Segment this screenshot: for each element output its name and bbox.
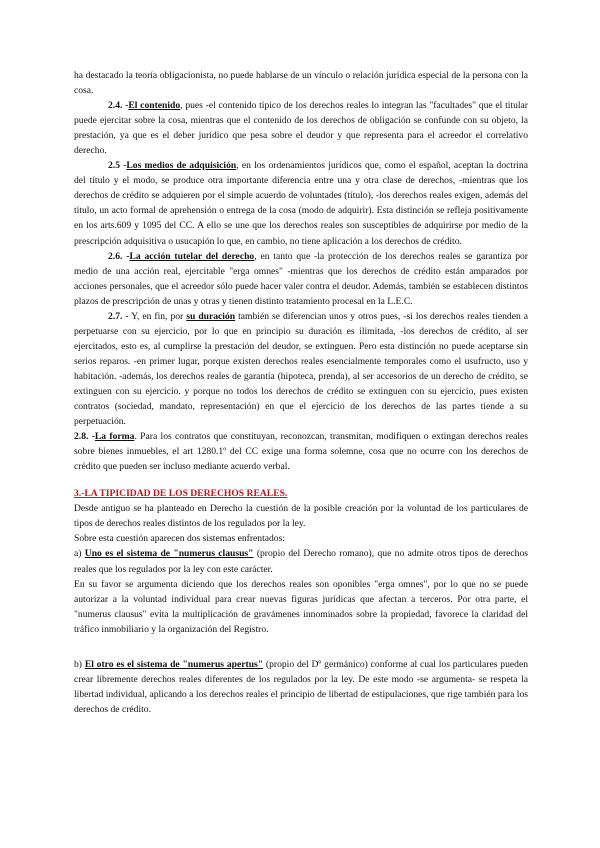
system-b-title: El otro es el sistema de "numerus apertus" xyxy=(84,658,264,670)
paragraph-2-5-number: 2.5 - xyxy=(108,160,127,172)
section-3-heading-line xyxy=(74,486,528,501)
paragraph-2-7-pre: Y, en fin, por xyxy=(128,310,187,322)
paragraph-2-4-title: El contenido xyxy=(128,100,181,112)
paragraph-2-7-text: también se diferencian unos y otros pues, -si los derechos reales tienden a perpetuarse con su ejercicio, por lo que en principio su duración es ilimitada, -los derechos de crédito, al ser ejercitados, esto es, al cumplirse la prestación del deudor, se extinguen. Pero esta distinción no puede aceptarse sin serios reparos. -en primer lugar, porque existen derechos reales esencialmente temporales como el usufructo, uso y habitación. -además, los derechos reales de garantía (hipoteca, prenda), al ser accesorios de un derecho de crédito, se extinguen con su ejercicio. y porque no todos los derechos de crédito se extinguen con su ejercicio, pues existen contratos (sociedad, mandato, representación) en que el ejercicio de los derechos de las partes tiende a su perpetuación. xyxy=(74,310,529,428)
paragraph-2-5 xyxy=(74,158,528,248)
paragraph-2-5-title: Los medios de adquisición xyxy=(126,160,237,172)
paragraph-2-6-text: , en tanto que -la protección de los derechos reales se garantiza por medio de una acción real, ejercitable "erga omnes" -mientras que los derechos de crédito están amparados por acciones personales, que el acreedor sólo puede hacer valer contra el deudor. Además, también se establecen distintos plazos de prescripción de unas y otras y tienen distinto tratamiento procesal en la L.E.C. xyxy=(74,250,529,307)
paragraph-2-4-text: , pues -el contenido típico de los derechos reales lo integran las "facultades" que el titular puede ejercitar sobre la cosa, mientras que el contenido de los derechos de obligación se confunde con su objeto, la prestación, ya que es el deber jurídico que pesa sobre el deudor y que representa para el acreedor el correlativo derecho. xyxy=(74,100,529,157)
system-a-text: (propio del Derecho romano), que no admite otros tipos de derechos reales que los regulados por la ley con este carácter. xyxy=(74,548,529,575)
section-3-heading: 3.-LA TIPICIDAD DE LOS DERECHOS REALES. xyxy=(74,488,288,500)
section-3-intro-2: Sobre esta cuestión aparecen dos sistemas enfrentados: xyxy=(74,533,285,545)
paragraph-2-7 xyxy=(74,309,528,429)
system-b-paragraph xyxy=(74,657,528,717)
paragraph-2-7-title: su duración xyxy=(186,310,236,322)
paragraph-2-5-text: , en los ordenamientos jurídicos que, como el español, aceptan la doctrina del título y el modo, se produce otra importante diferencia entre una y otra clase de derechos, -mientras que los derechos de crédito se adquieren por el simple acuerdo de voluntades (título), -los derechos reales exigen, además del título, un acto formal de aprehensión o entrega de la cosa (modo de adquirir). Esta distinción se refleja positivamente en los arts.609 y 1095 del CC. A ello se une que los derechos reales son susceptibles de adquirirse por medio de la prescripción adquisitiva o usucapión lo que, en cambio, no tiene aplicación a los derechos de crédito. xyxy=(74,160,528,247)
paragraph-2-6-title: La acción tutelar del derecho xyxy=(129,250,255,262)
intro-paragraph xyxy=(74,68,528,98)
paragraph-2-7-number: 2.7. - xyxy=(108,310,129,322)
section-3-intro-1: Desde antiguo se ha planteado en Derecho la cuestión de la posible creación por la voluntad de los particulares de tipos de derechos reales distintos de los regulados por la ley. xyxy=(74,503,528,530)
paragraph-2-8-text: . Para los contratos que constituyan, reconozcan, transmitan, modifiquen o extingan derechos reales sobre bienes inmuebles, el art 1280.1º del CC exige una forma solemne, cosa que no ocurre con los derechos de crédito que pueden ser incluso mediante acuerdo verbal. xyxy=(74,431,529,473)
system-a-argument: En su favor se argumenta diciendo que los derechos reales son oponibles "erga omnes", por lo que no se puede autorizar a la voluntad individual para crear nuevas figuras jurídicas que afectan a terceros. Por otra parte, el "numerus clausus" evita la multiplicación de gravámenes innominados sobre la propiedad, favorece la claridad del tráfico inmobiliario y la organización del Registro. xyxy=(74,578,528,635)
system-b-text: (propio del Dº germánico) conforme al cual los particulares pueden crear libremente derechos reales diferentes de los regulados por la ley. De este modo -se argumenta- se respeta la libertad individual, aplicando a los derechos reales el principio de libertad de estipulaciones, que rige también para los derechos de crédito. xyxy=(74,658,529,715)
paragraph-2-6-number: 2.6. - xyxy=(108,250,130,262)
paragraph-2-4-number: 2.4. - xyxy=(108,100,129,112)
paragraph-2-8 xyxy=(74,429,528,474)
system-a-prefix: a) xyxy=(74,548,85,560)
system-a-title: Uno es el sistema de "numerus clausus" xyxy=(84,548,254,560)
document-page xyxy=(74,68,528,717)
paragraph-2-4 xyxy=(74,98,528,158)
intro-text: ha destacado la teoría obligacionista, no puede hablarse de un vínculo o relación jurídica especial de la persona con la cosa. xyxy=(74,70,528,97)
paragraph-2-6 xyxy=(74,249,528,309)
paragraph-2-8-number: 2.8. - xyxy=(74,431,95,443)
system-b-prefix: b) xyxy=(74,658,85,670)
system-a-paragraph xyxy=(74,546,528,576)
paragraph-2-8-title: La forma xyxy=(94,431,135,443)
